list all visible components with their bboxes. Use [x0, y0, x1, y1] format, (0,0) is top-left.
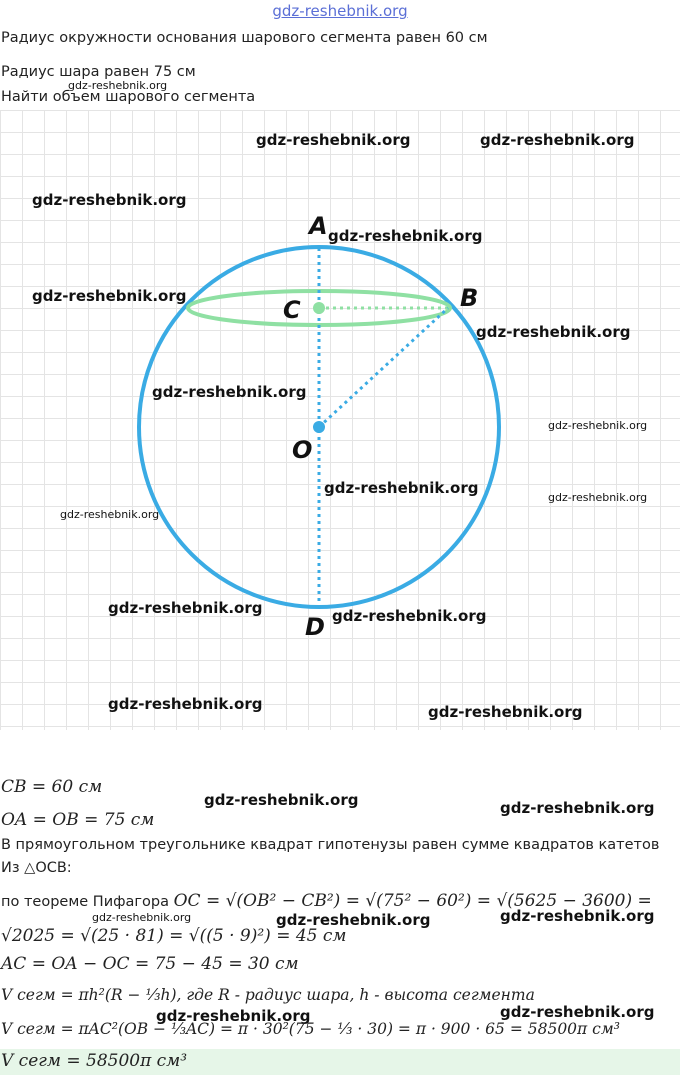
given-cb: CB = 60 см [1, 777, 103, 797]
pythagoras-result: √2025 = √(25 · 81) = √((5 · 9)²) = 45 см [1, 926, 347, 946]
ac-calc: AC = OA − OC = 75 − 45 = 30 см [1, 954, 299, 974]
watermark: gdz-reshebnik.org [32, 191, 187, 209]
pythagoras-oc: OC = √(OB² − CB²) = √(75² − 60²) = √(5625 − 3600) = [173, 891, 652, 911]
watermark: gdz-reshebnik.org [276, 911, 431, 929]
label-c: C [283, 296, 301, 324]
label-a: A [309, 212, 328, 240]
watermark: gdz-reshebnik.org [428, 703, 583, 721]
label-b: B [460, 284, 479, 312]
watermark: gdz-reshebnik.org [548, 419, 648, 432]
watermark: gdz-reshebnik.org [476, 323, 631, 341]
problem-line-3: Найти объем шарового сегмента [1, 89, 256, 105]
watermark: gdz-reshebnik.org [204, 791, 359, 809]
segment-volume-calc: V сегм = πAC²(OB − ⅓AC) = π · 30²(75 − ⅓ · 30) = π · 900 · 65 = 58500π см³ [1, 1020, 620, 1038]
pythagoras-line [1, 891, 652, 911]
rule-text: В прямоугольном треугольнике квадрат гипотенузы равен сумме квадратов катетов [1, 837, 660, 853]
watermark: gdz-reshebnik.org [156, 1007, 311, 1025]
watermark: gdz-reshebnik.org [480, 131, 635, 149]
watermark: gdz-reshebnik.org [256, 131, 411, 149]
given-oa-ob: OA = OB = 75 см [1, 810, 155, 830]
watermark: gdz-reshebnik.org [328, 227, 483, 245]
watermark: gdz-reshebnik.org [324, 479, 479, 497]
segment-volume-formula: V сегм = πh²(R − ⅓h), где R - радиус шара, h - высота сегмента [1, 986, 535, 1004]
answer: V сегм = 58500π см³ [1, 1051, 188, 1071]
label-d: D [305, 613, 325, 641]
from-triangle: Из △OCB: [1, 860, 72, 876]
watermark: gdz-reshebnik.org [32, 287, 187, 305]
site-link[interactable]: gdz-reshebnik.org [272, 2, 408, 20]
problem-line-2: Радиус шара равен 75 см [1, 64, 196, 80]
label-o: O [292, 436, 313, 464]
watermark: gdz-reshebnik.org [92, 911, 192, 924]
watermark: gdz-reshebnik.org [60, 508, 160, 521]
watermark: gdz-reshebnik.org [108, 695, 263, 713]
problem-line-1: Радиус окружности основания шарового сегмента равен 60 см [1, 30, 488, 46]
point-o [313, 421, 325, 433]
watermark: gdz-reshebnik.org [152, 383, 307, 401]
point-c [313, 302, 325, 314]
watermark: gdz-reshebnik.org [548, 491, 648, 504]
watermark: gdz-reshebnik.org [68, 79, 168, 92]
watermark: gdz-reshebnik.org [332, 607, 487, 625]
watermark: gdz-reshebnik.org [500, 1003, 655, 1021]
watermark: gdz-reshebnik.org [108, 599, 263, 617]
watermark: gdz-reshebnik.org [500, 907, 655, 925]
pythagoras-prefix: по теореме Пифагора [1, 894, 169, 910]
watermark: gdz-reshebnik.org [500, 799, 655, 817]
